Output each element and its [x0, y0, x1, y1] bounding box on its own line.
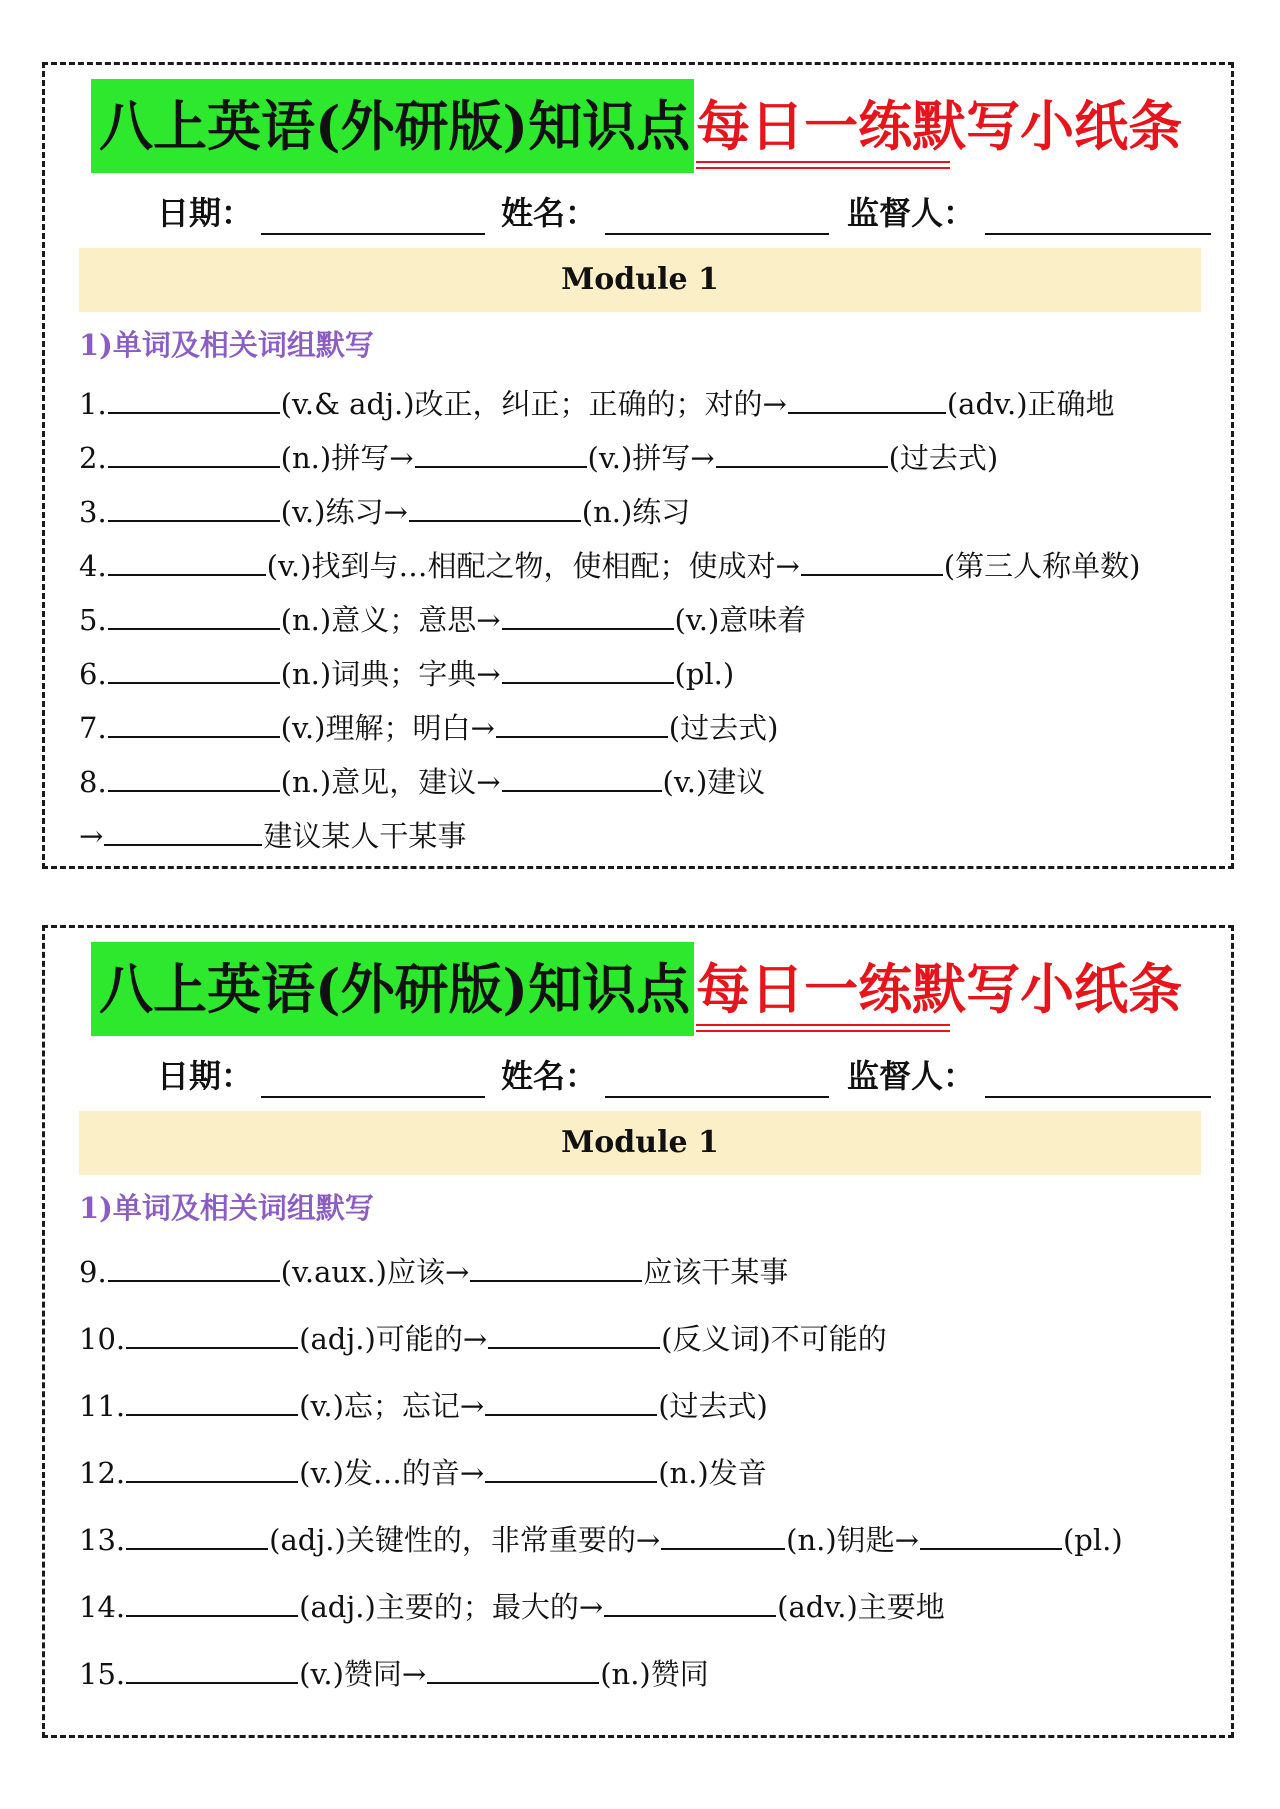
list-item [79, 490, 690, 530]
card-title [91, 79, 1182, 173]
item-number: 1. [79, 387, 107, 421]
list-item [79, 1451, 767, 1491]
list-item [79, 1250, 788, 1290]
item-number: 2. [79, 441, 107, 475]
name-field[interactable] [605, 1096, 829, 1098]
date-label: 日期： [157, 1057, 254, 1095]
item-text: (adv.)正确地 [946, 387, 1115, 421]
title-underline [696, 1024, 950, 1026]
answer-blank[interactable] [502, 598, 674, 630]
supervisor-label: 监督人： [847, 194, 976, 232]
answer-blank[interactable] [661, 1518, 785, 1550]
answer-blank[interactable] [108, 706, 280, 738]
name-field[interactable] [605, 233, 829, 235]
answer-blank[interactable] [108, 598, 280, 630]
item-text: (v.)建议 [662, 765, 766, 799]
item-text: (v.)找到与…相配之物，使相配；使成对→ [266, 549, 800, 583]
item-number: 14. [79, 1590, 126, 1624]
answer-blank[interactable] [801, 544, 943, 576]
item-text: (n.)拼写→ [280, 441, 414, 475]
supervisor-field[interactable] [985, 1096, 1211, 1098]
answer-blank[interactable] [126, 1652, 298, 1684]
card-title [91, 942, 1182, 1036]
module-header: Module 1 [79, 248, 1201, 312]
item-text: (pl.) [1062, 1523, 1123, 1557]
item-text: (v.)忘；忘记→ [299, 1389, 485, 1423]
item-number: 8. [79, 765, 107, 799]
item-text: (v.)练习→ [280, 495, 408, 529]
answer-blank[interactable] [104, 814, 262, 846]
supervisor-label: 监督人： [847, 1057, 976, 1095]
item-text: (v.)拼写→ [587, 441, 715, 475]
item-text: (adj.)可能的→ [299, 1322, 488, 1356]
list-item [79, 436, 998, 476]
list-item [79, 382, 1115, 422]
item-text: (n.)钥匙→ [786, 1523, 919, 1557]
date-field[interactable] [261, 1096, 485, 1098]
answer-blank[interactable] [415, 436, 587, 468]
answer-blank[interactable] [496, 706, 668, 738]
list-item [79, 760, 765, 800]
item-number: 6. [79, 657, 107, 691]
title-red [694, 942, 1182, 1036]
title-highlighted: 八上英语(外研版)知识点 [91, 79, 694, 173]
item-text: (adj.)关键性的，非常重要的→ [269, 1523, 661, 1557]
answer-blank[interactable] [108, 490, 280, 522]
item-text: (n.)发音 [658, 1456, 767, 1490]
title-underline [696, 1030, 950, 1032]
answer-blank[interactable] [485, 1384, 657, 1416]
item-text: (adj.)主要的；最大的→ [299, 1590, 604, 1624]
answer-blank[interactable] [485, 1451, 657, 1483]
answer-blank[interactable] [502, 652, 674, 684]
title-red-text: 每日一练默写小纸条 [696, 957, 1183, 1021]
list-item [79, 1585, 945, 1625]
answer-blank[interactable] [126, 1384, 298, 1416]
item-text: (过去式) [658, 1389, 768, 1423]
item-text: (反义词)不可能的 [661, 1322, 887, 1356]
answer-blank[interactable] [108, 652, 280, 684]
supervisor-field[interactable] [985, 233, 1211, 235]
answer-blank[interactable] [126, 1317, 298, 1349]
title-red-text: 每日一练默写小纸条 [696, 94, 1183, 158]
dictation-card-2 [42, 925, 1234, 1738]
item-text: (v.)理解；明白→ [280, 711, 495, 745]
item-text: (v.)发…的音→ [299, 1456, 485, 1490]
answer-blank[interactable] [108, 382, 280, 414]
item-text: (v.aux.)应该→ [280, 1255, 470, 1289]
module-header: Module 1 [79, 1111, 1201, 1175]
item-text: 应该干某事 [643, 1255, 789, 1289]
section-heading: 1)单词及相关词组默写 [79, 1191, 374, 1225]
item-text: (n.)赞同 [600, 1657, 709, 1691]
list-item [79, 544, 1140, 584]
list-item [79, 1652, 709, 1692]
item-number: 9. [79, 1255, 107, 1289]
item-text: (v.)意味着 [674, 603, 807, 637]
item-number: 10. [79, 1322, 126, 1356]
item-text: (v.& adj.)改正，纠正；正确的；对的→ [280, 387, 787, 421]
item-text: (pl.) [674, 657, 735, 691]
item-number: → [79, 819, 104, 853]
answer-blank[interactable] [126, 1585, 298, 1617]
item-number: 11. [79, 1389, 126, 1423]
answer-blank[interactable] [920, 1518, 1062, 1550]
answer-blank[interactable] [108, 760, 280, 792]
list-item [79, 1384, 768, 1424]
answer-blank[interactable] [604, 1585, 776, 1617]
answer-blank[interactable] [126, 1451, 298, 1483]
answer-blank[interactable] [470, 1250, 642, 1282]
item-number: 3. [79, 495, 107, 529]
info-row [117, 190, 1217, 236]
answer-blank[interactable] [108, 544, 266, 576]
item-number: 4. [79, 549, 107, 583]
item-text: (v.)赞同→ [299, 1657, 427, 1691]
title-highlighted: 八上英语(外研版)知识点 [91, 942, 694, 1036]
item-text: 建议某人干某事 [263, 819, 467, 853]
answer-blank[interactable] [108, 1250, 280, 1282]
answer-blank[interactable] [502, 760, 662, 792]
answer-blank[interactable] [427, 1652, 599, 1684]
item-text: (过去式) [668, 711, 779, 745]
answer-blank[interactable] [788, 382, 946, 414]
item-text: (n.)练习 [581, 495, 691, 529]
list-item [79, 1317, 887, 1357]
title-red [694, 79, 1182, 173]
date-label: 日期： [157, 194, 254, 232]
item-number: 7. [79, 711, 107, 745]
item-text: (adv.)主要地 [777, 1590, 945, 1624]
answer-blank[interactable] [409, 490, 581, 522]
date-field[interactable] [261, 233, 485, 235]
info-row [117, 1053, 1217, 1099]
item-text: (n.)意义；意思→ [280, 603, 501, 637]
item-number: 13. [79, 1523, 126, 1557]
answer-blank[interactable] [488, 1317, 660, 1349]
item-text: (过去式) [888, 441, 999, 475]
answer-blank[interactable] [126, 1518, 268, 1550]
item-text: (n.)意见，建议→ [280, 765, 501, 799]
list-item [79, 814, 466, 854]
title-underline [696, 161, 950, 163]
name-label: 姓名： [501, 194, 598, 232]
item-number: 12. [79, 1456, 126, 1490]
list-item [79, 652, 734, 692]
answer-blank[interactable] [108, 436, 280, 468]
dictation-card-1 [42, 62, 1234, 869]
name-label: 姓名： [501, 1057, 598, 1095]
section-heading: 1)单词及相关词组默写 [79, 328, 374, 362]
answer-blank[interactable] [716, 436, 888, 468]
list-item [79, 706, 778, 746]
list-item [79, 598, 806, 638]
item-number: 15. [79, 1657, 126, 1691]
item-number: 5. [79, 603, 107, 637]
list-item [79, 1518, 1123, 1558]
title-underline [696, 167, 950, 169]
item-text: (n.)词典；字典→ [280, 657, 501, 691]
item-text: (第三人称单数) [943, 549, 1141, 583]
